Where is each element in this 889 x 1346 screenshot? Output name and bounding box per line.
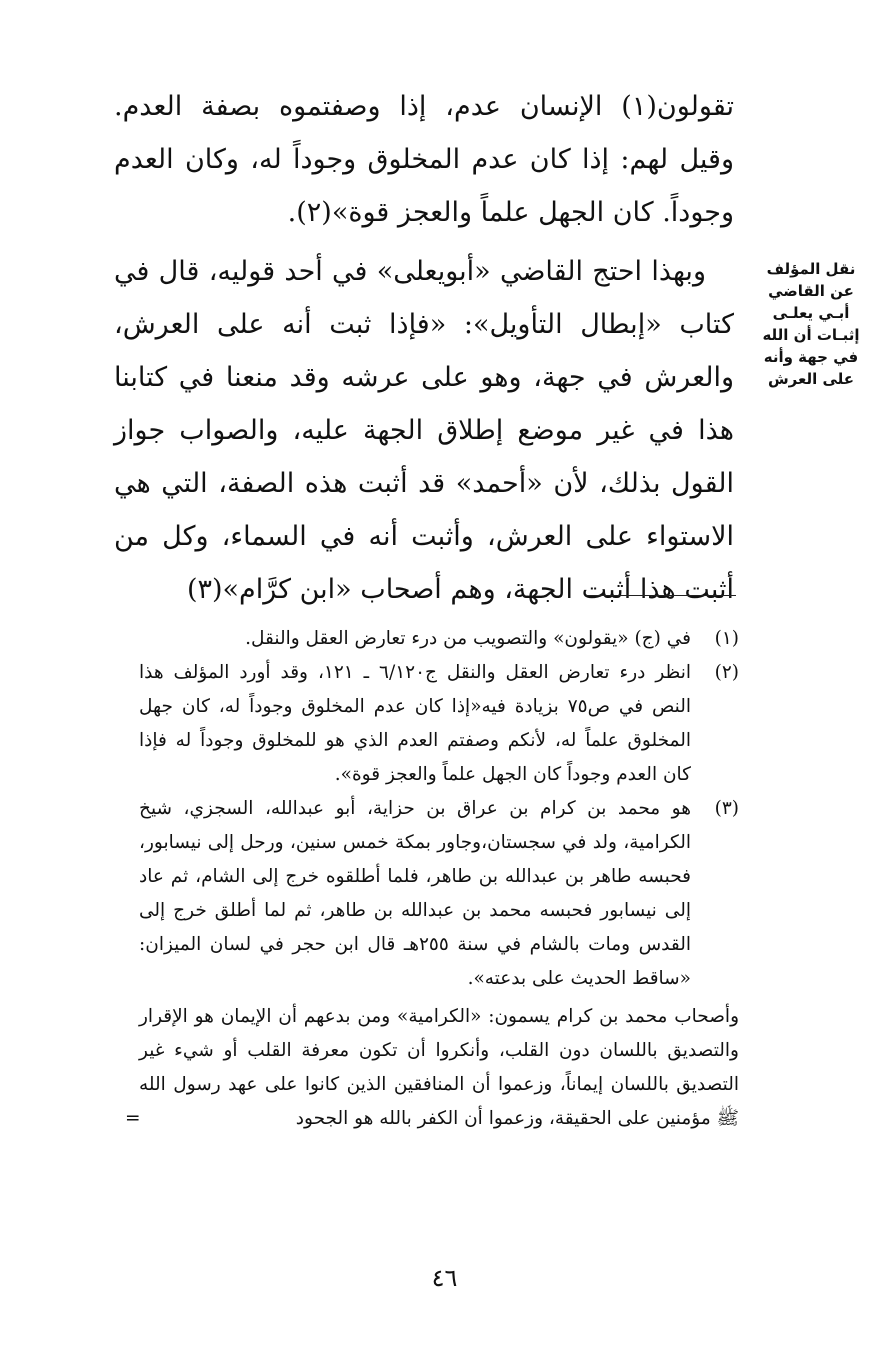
footnote-text: في (ج) «يقولون» والتصويب من درء تعارض العقل والنقل. <box>245 628 691 649</box>
footnote-number: (٣) <box>714 798 739 819</box>
footnote-separator <box>586 595 736 596</box>
footnote-number: (١) <box>714 628 739 649</box>
page-number: ٤٦ <box>431 1264 458 1292</box>
footnote-1 <box>139 622 739 656</box>
footnote-text: هو محمد بن كرام بن عراق بن حزاية، أبو عبدالله، السجزي، شيخ الكرامية، ولد في سجستان،وجاور بمكة خمس سنين، ورحل إلى نيسابور، فحبسه طاهر بن عبدالله بن طاهر، فلما أطلقوه خرج إلى الشام، ثم عاد إلى نيسابور فحبسه محمد بن عبدالله بن طاهر، ثم لما أطلق خرج إلى القدس ومات بالشام في سنة ٢٥٥هـ قال ابن حجر في لسان الميزان: «ساقط الحديث على بدعته». <box>139 798 691 989</box>
main-paragraph-2: وبهذا احتج القاضي «أبويعلى» في أحد قوليه، قال في كتاب «إبطال التأويل»: «فإذا ثبت أنه على العرش، والعرش في جهة، وهو على عرشه وقد منعنا في كتابنا هذا في غير موضع إطلاق الجهة عليه، والصواب جواز القول بذلك، لأن «أحمد» قد أثبت هذه الصفة، التي هي الاستواء على العرش، وأثبت أنه في السماء، وكل من أثبت هذا أثبت الجهة، وهم أصحاب «ابن كرَّام»(٣) <box>114 256 734 605</box>
footnote-2 <box>139 656 739 792</box>
margin-note-line: عن القاضي <box>768 282 854 300</box>
footnote-number: (٢) <box>714 662 739 683</box>
margin-note-line: إثبـات أن الله <box>762 326 860 344</box>
margin-note-line: في جهة وأنه <box>763 348 859 366</box>
main-paragraph-1: تقولون(١) الإنسان عدم، إذا وصفتموه بصفة العدم. وقيل لهم: إذا كان عدم المخلوق وجوداً له، وكان العدم وجوداً. كان الجهل علماً والعجز قوة»(٢). <box>114 91 734 228</box>
footnote-text: وأصحاب محمد بن كرام يسمون: «الكرامية» ومن بدعهم أن الإيمان هو الإقرار والتصديق باللسان دون القلب، وأنكروا أن تكون معرفة القلب أو شيء غير التصديق باللسان إيماناً، وزعموا أن المنافقين الذين كانوا على عهد رسول الله ﷺ مؤمنين على الحقيقة، وزعموا أن الكفر بالله هو الجحود <box>139 1006 739 1129</box>
footnote-text: انظر درء تعارض العقل والنقل ج٦/١٢٠ ـ ١٢١، وقد أورد المؤلف هذا النص في ص٧٥ بزيادة فيه«إذا كان عدم المخلوق وجوداً له، كان جهل المخلوق علماً له، لأنكم وصفتم العدم الذي هو للمخلوق وجوداً له فإذا كان العدم وجوداً كان الجهل علماً والعجز قوة». <box>139 662 691 785</box>
margin-note-line: أبـي يعلـى <box>772 304 850 322</box>
footnote-3 <box>139 792 739 996</box>
footnote-3-continuation <box>125 1000 739 1136</box>
footnotes <box>125 622 739 1136</box>
margin-note-line: نقل المؤلف <box>766 260 856 278</box>
continuation-mark: = <box>125 1108 141 1129</box>
margin-note-line: على العرش <box>767 370 855 388</box>
margin-note <box>761 258 861 390</box>
